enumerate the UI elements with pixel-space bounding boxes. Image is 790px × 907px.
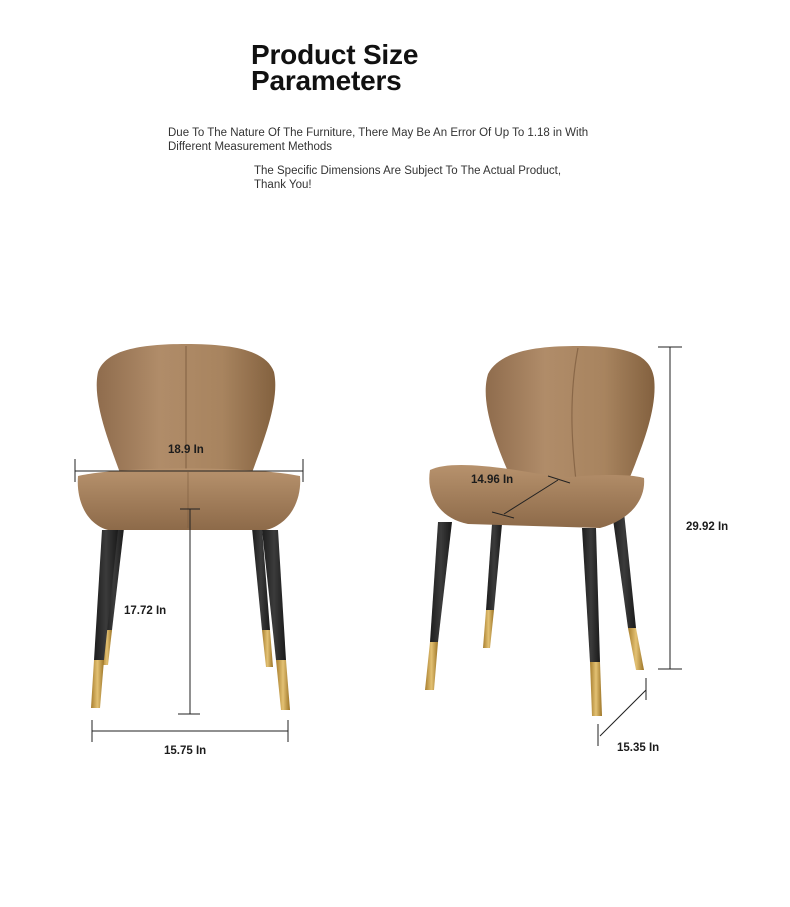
total-height-label: 29.92 In	[686, 521, 729, 533]
measurement-error-note: Due To The Nature Of The Furniture, There May Be An Error Of Up To 1.18 in With Different Measurement Methods	[168, 127, 589, 153]
front-chair-seat	[78, 469, 300, 531]
side-chair-rear-leg-right	[612, 512, 644, 670]
front-leg-span-label: 15.75 In	[164, 745, 207, 757]
total-height-dimension-line	[658, 347, 682, 669]
seat-depth-label: 14.96 In	[471, 474, 514, 486]
title-line-2: Parameters	[251, 65, 402, 96]
front-view-chair	[78, 344, 300, 710]
side-chair-front-leg-right	[582, 528, 602, 716]
seat-height-label: 17.72 In	[124, 605, 167, 617]
side-chair-backrest	[486, 346, 655, 482]
title-line-1: Product Size	[251, 39, 419, 70]
front-leg-span-dimension-line	[92, 720, 288, 742]
side-chair-rear-leg-left	[483, 524, 502, 648]
side-chair-front-leg-left	[425, 522, 452, 690]
seat-width-label: 18.9 In	[168, 444, 204, 456]
dimensions-subject-note: The Specific Dimensions Are Subject To The Actual Product, Thank You!	[254, 165, 562, 191]
front-chair-front-leg-left	[91, 530, 118, 708]
side-leg-span-label: 15.35 In	[617, 742, 660, 754]
side-leg-span-dimension-line	[598, 678, 646, 746]
side-view-chair	[425, 346, 655, 716]
seat-height-dimension-line	[178, 509, 200, 714]
